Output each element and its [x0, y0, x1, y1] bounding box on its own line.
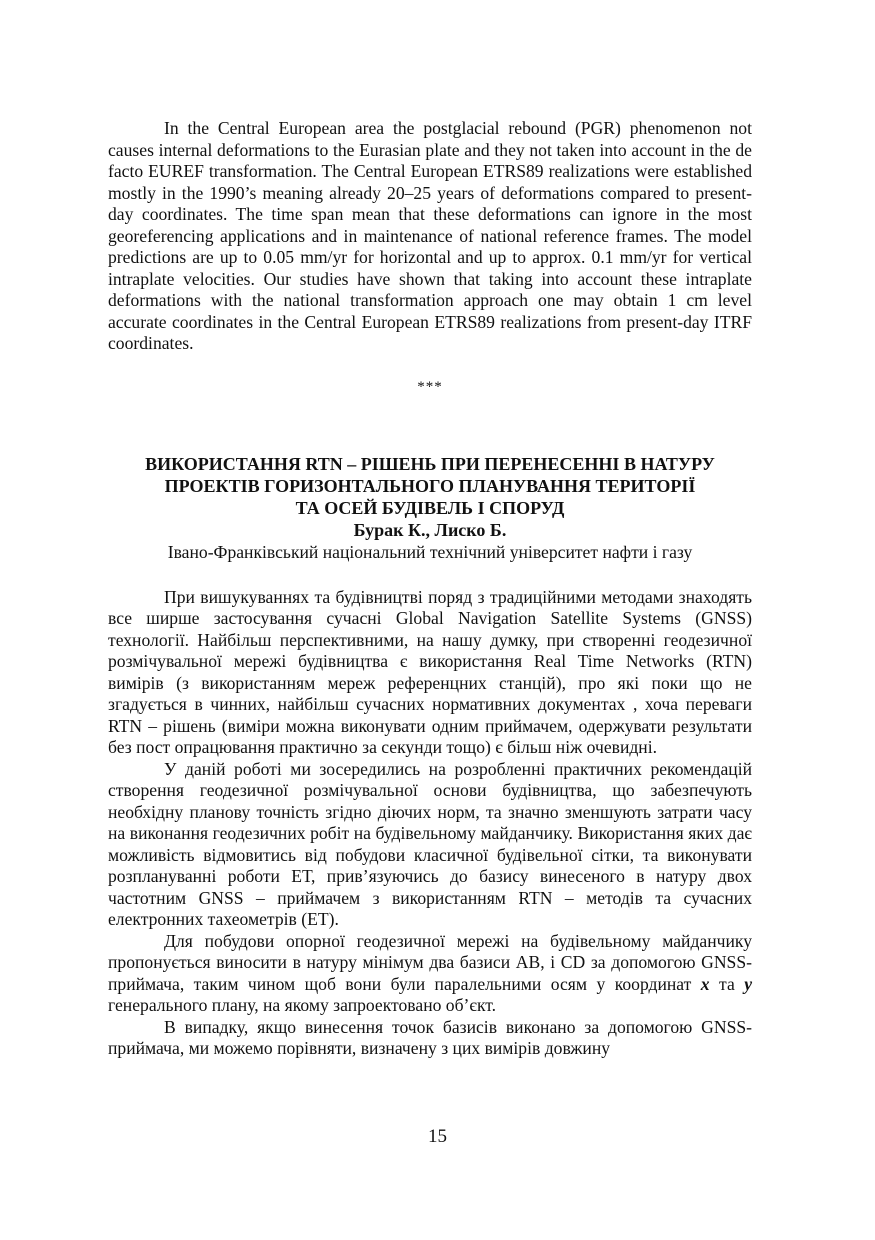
article-paragraph-3-conjunction: та [709, 973, 745, 994]
page-content [108, 118, 752, 1060]
article-title-line-2: ПРОЕКТІВ ГОРИЗОНТАЛЬНОГО ПЛАНУВАННЯ ТЕРИТОРІЇ [164, 475, 696, 496]
article-paragraph-3-end: генерального плану, на якому запроектовано об’єкт. [108, 995, 497, 1015]
article-paragraph-2: У даній роботі ми зосередились на розробленні практичних рекомендацій створення геодезичної розмічувальної основи будівництва, що забезпечують необхідну планову точність згідно діючих норм, та значно зменшують затрати часу на виконання геодезичних робіт на будівельному майданчику. Використання яких дає можливість відмовитись від побудови класичної будівельної сітки, та виконувати розплануванні роботи ЕТ, прив’язуючись до базису винесеного в натуру двох частотним GNSS – приймачем з використанням RTN – методів та сучасних електронних тахеометрів (ЕТ). [108, 758, 752, 929]
article-title [108, 453, 752, 519]
page-number: 15 [428, 1126, 447, 1147]
article-paragraph-1: При вишукуваннях та будівництві поряд з традиційними методами знаходять все ширше застосування сучасні Global Navigation Satellite Systems (GNSS) технології. Найбільш перспективними, на нашу думку, при створенні геодезичної розмічувальної мережі будівництва є використання Real Time Networks (RTN) вимірів (з використанням мереж референцних станцій), про які поки що не згадується в чинних, найбільш сучасних нормативних документах , хоча переваги RTN – рішень (виміри можна виконувати одним приймачем, одержувати результати без пост опрацювання практично за секунди тощо) є більш ніж очевидні. [108, 586, 752, 757]
article-title-line-1: ВИКОРИСТАННЯ RTN – РІШЕНЬ ПРИ ПЕРЕНЕСЕННІ В НАТУРУ [145, 453, 715, 474]
article-title-line-3: ТА ОСЕЙ БУДІВЕЛЬ І СПОРУД [295, 497, 565, 518]
coordinate-y: y [744, 973, 753, 994]
article-authors: Бурак К., Лиско Б. [353, 519, 507, 540]
section-separator: *** [417, 378, 443, 395]
article-paragraph-3-start: Для побудови опорної геодезичної мережі на будівельному майданчику пропонується виносити в натуру мінімум два базиси AB, і CD за допомогою GNSS-приймача, таким чином щоб вони були паралельними осям у координат [108, 930, 752, 994]
coordinate-x: x [700, 973, 710, 994]
article-body [108, 587, 752, 1060]
intro-paragraph: In the Central European area the postglacial rebound (PGR) phenomenon not causes internal deformations to the Eurasian plate and they not taken into account in the de facto EUREF transformation. The Central European ETRS89 realizations were established mostly in the 1990’s meaning already 20–25 years of deformations compared to present-day coordinates. The time span mean that these deformations can ignore in the most georeferencing applications and in maintenance of national reference frames. The model predictions are up to 0.05 mm/yr for horizontal and up to approx. 0.1 mm/yr for vertical intraplate velocities. Our studies have shown that taking into account these intraplate deformations with the national transformation approach one may obtain 1 cm level accurate coordinates in the Central European ETRS89 realizations from present-day ITRF coordinates. [108, 118, 752, 353]
article-affiliation: Івано-Франківський національний технічний університет нафти і газу [167, 541, 693, 562]
article-paragraph-3 [108, 931, 752, 1017]
article-paragraph-4: В випадку, якщо винесення точок базисів виконано за допомогою GNSS-приймача, ми можемо порівняти, визначену з цих вимірів довжину [108, 1016, 752, 1058]
